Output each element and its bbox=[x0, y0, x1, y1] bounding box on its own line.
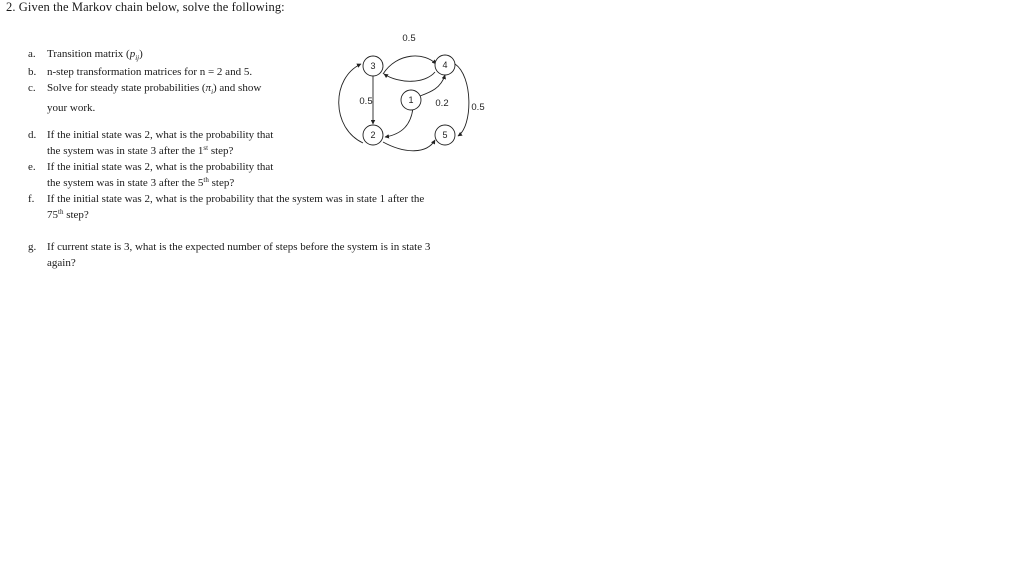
node-label-2: 2 bbox=[370, 130, 376, 140]
question-letter: e. bbox=[28, 161, 36, 173]
question-letter: f. bbox=[28, 193, 35, 205]
node-label-3: 3 bbox=[370, 61, 376, 71]
question-letter: g. bbox=[28, 241, 37, 253]
question-text: If the initial state was 2, what is the probability that the system was in state 3 after the 1st step? bbox=[47, 129, 274, 157]
question-letter: b. bbox=[28, 66, 37, 78]
edge-2-5 bbox=[383, 140, 435, 151]
edge-label-1-4: 0.2 bbox=[435, 98, 449, 109]
question-text: n-step transformation matrices for n = 2 and 5. bbox=[47, 66, 253, 78]
question-text: Transition matrix $(p_{ij})$ bbox=[47, 48, 143, 63]
question-g bbox=[28, 240, 430, 271]
question-letter: c. bbox=[28, 82, 36, 94]
edge-3-4 bbox=[383, 56, 436, 74]
question-letter: a. bbox=[28, 48, 36, 60]
question-text: Solve for steady state probabilities $(\pi_i)$ and show your work. bbox=[47, 82, 262, 114]
question-text: If current state is 3, what is the expected number of steps before the system is in state 3 again? bbox=[47, 241, 431, 269]
edge-label-3-4: 0.5 bbox=[402, 33, 416, 44]
question-b bbox=[28, 65, 252, 81]
question-c bbox=[28, 81, 261, 116]
question-letter: d. bbox=[28, 129, 37, 141]
problem-title: 2. Given the Markov chain below, solve the following: bbox=[6, 0, 285, 14]
question-f bbox=[28, 192, 424, 223]
node-label-1: 1 bbox=[408, 95, 414, 105]
markov-chain-diagram bbox=[335, 28, 495, 158]
question-d bbox=[28, 128, 273, 159]
question-a bbox=[28, 47, 143, 67]
question-text: If the initial state was 2, what is the probability that the system was in state 3 after the 5th step? bbox=[47, 161, 274, 189]
edge-4-3 bbox=[384, 72, 435, 81]
edge-label-3-2: 0.5 bbox=[359, 96, 373, 107]
question-text: If the initial state was 2, what is the probability that the system was in state 1 after the 75th step? bbox=[47, 193, 425, 221]
edge-4-5 bbox=[455, 64, 469, 136]
edge-label-4-5: 0.5 bbox=[471, 102, 485, 113]
node-label-5: 5 bbox=[442, 130, 448, 140]
edge-1-2 bbox=[385, 108, 413, 137]
edge-1-4 bbox=[420, 75, 445, 96]
node-label-4: 4 bbox=[442, 60, 448, 70]
question-e bbox=[28, 160, 273, 191]
